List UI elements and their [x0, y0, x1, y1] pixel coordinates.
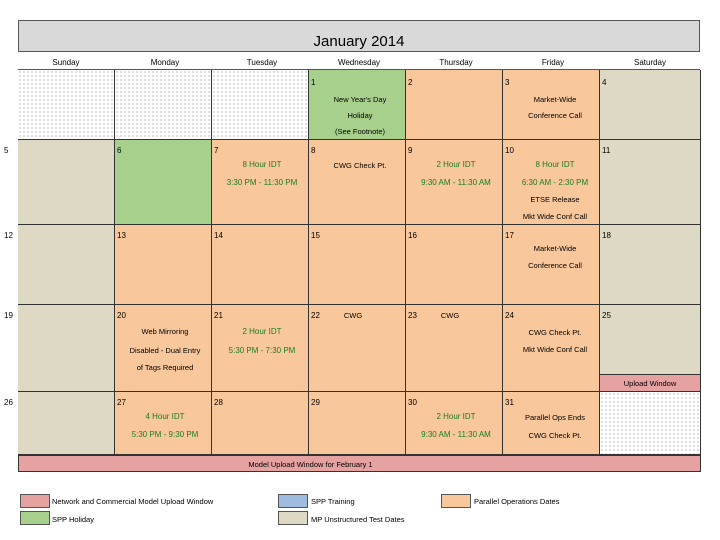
day-number: 19	[4, 311, 13, 320]
day-cell-jan-19[interactable]	[4, 305, 115, 392]
event-web-mirroring: Web Mirroring	[141, 327, 189, 336]
model-upload-window-bar[interactable]	[18, 455, 701, 472]
day-cell-jan-5[interactable]	[4, 140, 115, 225]
day-number: 15	[311, 231, 320, 240]
day-number: 29	[311, 398, 320, 407]
legend-swatch-spp-training	[278, 494, 308, 508]
day-cell-jan-3[interactable]	[503, 70, 600, 140]
day-header-wednesday: Wednesday	[337, 58, 381, 67]
day-number: 17	[505, 231, 514, 240]
event-2-hour-idt: 2 Hour IDT	[436, 160, 476, 169]
day-number: 2	[408, 78, 413, 87]
day-header-tuesday: Tuesday	[246, 58, 278, 67]
legend-label-parallel-ops: Parallel Operations Dates	[474, 497, 560, 506]
day-number: 7	[214, 146, 219, 155]
day-number: 4	[602, 78, 607, 87]
event-cwg-check-pt: CWG Check Pt.	[528, 431, 582, 440]
event-cwg: CWG	[343, 311, 363, 320]
event-2-hour-idt: 2 Hour IDT	[436, 412, 476, 421]
day-number: 27	[117, 398, 126, 407]
empty-day-cell	[600, 392, 701, 455]
event-time: 3:30 PM - 11:30 PM	[226, 178, 298, 187]
empty-day-cell	[115, 70, 212, 140]
event-mkt-wide-conf-call: Mkt Wide Conf Call	[522, 212, 588, 221]
event-market-wide: Market-Wide	[533, 95, 577, 104]
event-time: 9:30 AM - 11:30 AM	[421, 178, 491, 187]
legend-swatch-parallel-ops	[441, 494, 471, 508]
event-time: 6:30 AM - 2:30 PM	[521, 178, 589, 187]
legend-label-spp-holiday: SPP Holiday	[52, 515, 94, 524]
day-cell-jan-25[interactable]	[600, 305, 701, 375]
day-cell-jan-2[interactable]	[406, 70, 503, 140]
day-cell-jan-26[interactable]	[4, 392, 115, 455]
event-8-hour-idt: 8 Hour IDT	[242, 160, 282, 169]
day-number: 18	[602, 231, 611, 240]
day-number: 21	[214, 311, 223, 320]
day-number: 12	[4, 231, 13, 240]
day-number: 6	[117, 146, 122, 155]
empty-day-cell	[18, 70, 115, 140]
day-number: 20	[117, 311, 126, 320]
upload-window-label: Upload Window	[623, 379, 677, 388]
day-number: 10	[505, 146, 514, 155]
day-number: 23	[408, 311, 417, 320]
day-cell-jan-4[interactable]	[600, 70, 701, 140]
event-parallel-ops-ends: Parallel Ops Ends	[524, 413, 586, 422]
day-header-sunday: Sunday	[52, 58, 80, 67]
day-cell-jan-14[interactable]	[212, 225, 309, 305]
day-cell-jan-15[interactable]	[309, 225, 406, 305]
legend-swatch-upload-window	[20, 494, 50, 508]
event-2-hour-idt: 2 Hour IDT	[242, 327, 282, 336]
day-number: 26	[4, 398, 13, 407]
event-cwg-check-pt: CWG Check Pt.	[333, 161, 387, 170]
legend-swatch-spp-holiday	[20, 511, 50, 525]
event-of-tags-required: of Tags Required	[136, 363, 194, 372]
legend-label-upload-window: Network and Commercial Model Upload Window	[52, 497, 214, 506]
day-number: 24	[505, 311, 514, 320]
legend-label-spp-training: SPP Training	[311, 497, 355, 506]
day-number: 13	[117, 231, 126, 240]
day-number: 11	[602, 146, 611, 155]
event-8-hour-idt: 8 Hour IDT	[535, 160, 575, 169]
event-cwg-check-pt: CWG Check Pt.	[528, 328, 582, 337]
event-conference-call: Conference Call	[528, 111, 582, 120]
calendar-title: January 2014	[18, 20, 700, 52]
day-cell-jan-6[interactable]	[115, 140, 212, 225]
day-header-saturday: Saturday	[633, 58, 667, 67]
day-cell-jan-18[interactable]	[600, 225, 701, 305]
day-number: 9	[408, 146, 413, 155]
empty-day-cell	[212, 70, 309, 140]
day-cell-jan-11[interactable]	[600, 140, 701, 225]
day-number: 31	[505, 398, 514, 407]
day-cell-jan-28[interactable]	[212, 392, 309, 455]
day-header-thursday: Thursday	[439, 58, 473, 67]
day-cell-jan-13[interactable]	[115, 225, 212, 305]
upload-window-bar[interactable]	[600, 375, 701, 392]
day-number: 5	[4, 146, 9, 155]
day-number: 25	[602, 311, 611, 320]
event-4-hour-idt: 4 Hour IDT	[145, 412, 185, 421]
event-time: 5:30 PM - 7:30 PM	[228, 346, 296, 355]
day-cell-jan-30[interactable]	[406, 392, 503, 455]
day-cell-jan-31[interactable]	[503, 392, 600, 455]
event-conference-call: Conference Call	[528, 261, 582, 270]
day-cell-jan-27[interactable]	[115, 392, 212, 455]
legend-label-mp-unstructured: MP Unstructured Test Dates	[311, 515, 405, 524]
day-number: 28	[214, 398, 223, 407]
day-cell-jan-12[interactable]	[4, 225, 115, 305]
event-ettse-release: ETSE Release	[530, 195, 580, 204]
event-market-wide: Market-Wide	[533, 244, 577, 253]
event-cwg: CWG	[440, 311, 460, 320]
event-disabled-dual-entry: Disabled - Dual Entry	[129, 346, 201, 355]
day-number: 30	[408, 398, 417, 407]
event-new-years-day: New Year's Day	[333, 95, 387, 104]
event-time: 9:30 AM - 11:30 AM	[421, 430, 491, 439]
day-number: 22	[311, 311, 320, 320]
legend-swatch-mp-unstructured	[278, 511, 308, 525]
day-cell-jan-16[interactable]	[406, 225, 503, 305]
day-number: 8	[311, 146, 316, 155]
event-holiday: Holiday	[347, 111, 373, 120]
day-cell-jan-29[interactable]	[309, 392, 406, 455]
day-cell-jan-8[interactable]	[309, 140, 406, 225]
day-header-monday: Monday	[150, 58, 180, 67]
day-number: 1	[311, 78, 316, 87]
event-mkt-wide-conf-call: Mkt Wide Conf Call	[522, 345, 588, 354]
event-see-footnote: (See Footnote)	[334, 127, 386, 136]
day-number: 16	[408, 231, 417, 240]
day-number: 14	[214, 231, 223, 240]
day-header-friday: Friday	[541, 58, 565, 67]
model-upload-window-label: Model Upload Window for February 1	[248, 460, 373, 469]
day-number: 3	[505, 78, 510, 87]
event-time: 5:30 PM - 9:30 PM	[131, 430, 199, 439]
